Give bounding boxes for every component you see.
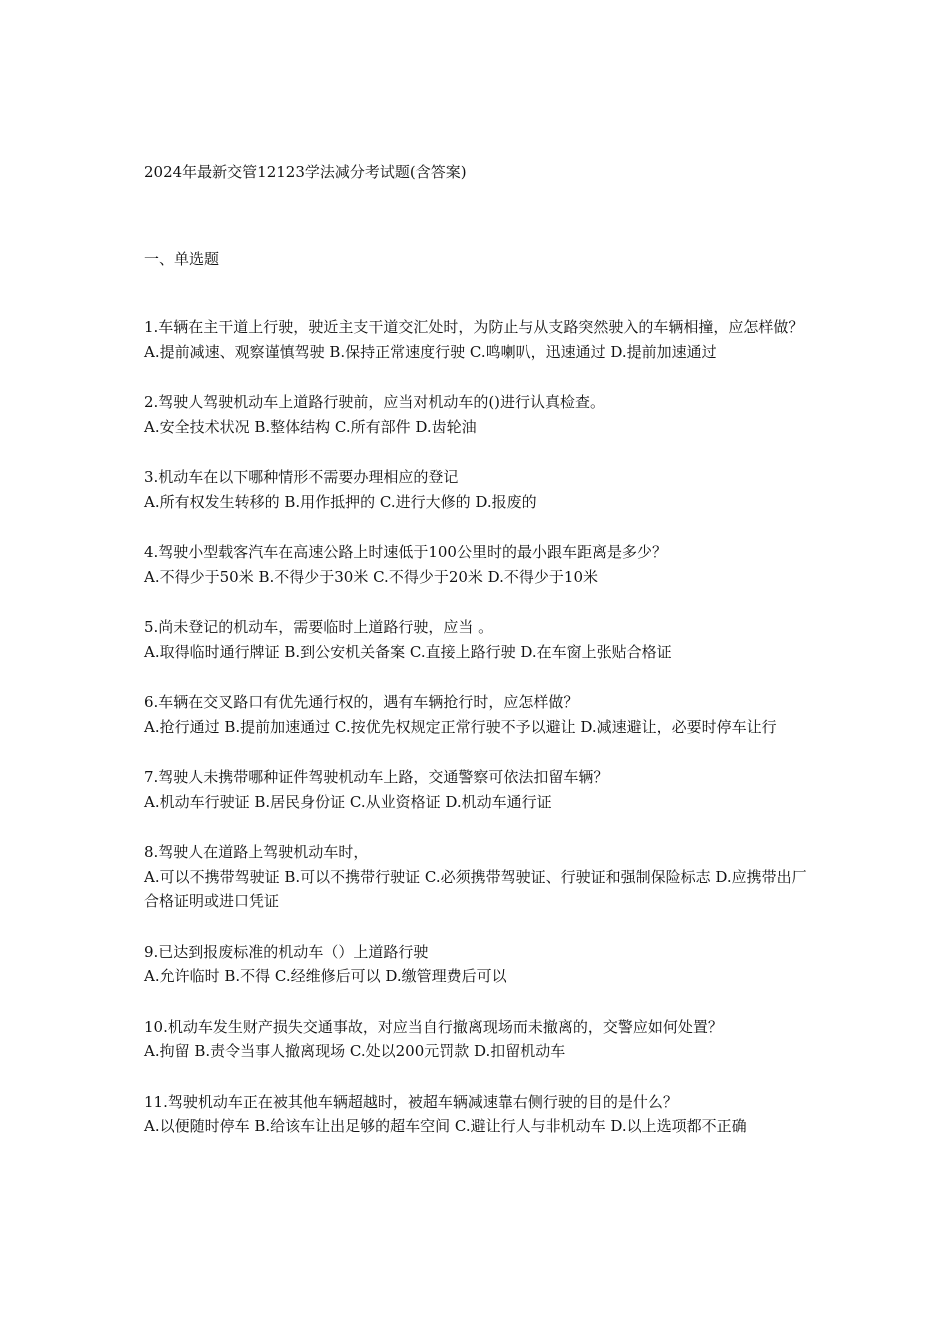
question-stem: 3.机动车在以下哪种情形不需要办理相应的登记	[144, 468, 459, 486]
question-options: A.安全技术状况 B.整体结构 C.所有部件 D.齿轮油	[144, 417, 477, 436]
question-stem: 7.驾驶人未携带哪种证件驾驶机动车上路，交通警察可依法扣留车辆？	[144, 768, 609, 786]
question-stem: 9.已达到报废标准的机动车（）上道路行驶	[144, 942, 429, 961]
document-title: 2024年最新交管12123学法减分考试题(含答案)	[144, 163, 467, 181]
question-stem: 10.机动车发生财产损失交通事故，对应当自行撤离现场而未撤离的，交警应如何处置？	[144, 1017, 723, 1036]
question-10	[144, 1015, 812, 1064]
question-9	[144, 940, 812, 989]
question-options: A.可以不携带驾驶证 B.可以不携带行驶证 C.必须携带驾驶证、行驶证和强制保险标志 D.应携带出厂合格证明或进口凭证	[144, 867, 807, 910]
question-stem: 8.驾驶人在道路上驾驶机动车时，	[144, 843, 369, 861]
question-4	[144, 540, 812, 589]
question-stem: 5.尚未登记的机动车，需要临时上道路行驶，应当 。	[144, 618, 494, 636]
question-options: A.抢行通过 B.提前加速通过 C.按优先权规定正常行驶不予以避让 D.减速避让，必要时停车让行	[144, 717, 777, 736]
question-1	[144, 315, 812, 364]
question-stem: 2.驾驶人驾驶机动车上道路行驶前，应当对机动车的()进行认真检查。	[144, 393, 606, 411]
question-11	[144, 1090, 812, 1139]
question-options: A.机动车行驶证 B.居民身份证 C.从业资格证 D.机动车通行证	[144, 792, 552, 811]
question-stem: 11.驾驶机动车正在被其他车辆超越时，被超车辆减速靠右侧行驶的目的是什么？	[144, 1092, 678, 1111]
question-options: A.取得临时通行牌证 B.到公安机关备案 C.直接上路行驶 D.在车窗上张贴合格证	[144, 642, 672, 661]
question-options: A.以便随时停车 B.给该车让出足够的超车空间 C.避让行人与非机动车 D.以上选项都不正确	[144, 1117, 747, 1135]
question-3	[144, 465, 812, 514]
question-options: A.不得少于50米 B.不得少于30米 C.不得少于20米 D.不得少于10米	[144, 567, 599, 586]
question-stem: 4.驾驶小型载客汽车在高速公路上时速低于100公里时的最小跟车距离是多少？	[144, 543, 667, 561]
question-5	[144, 615, 812, 664]
question-stem: 1.车辆在主干道上行驶，驶近主支干道交汇处时，为防止与从支路突然驶入的车辆相撞，应怎样做？	[144, 318, 804, 336]
question-6	[144, 690, 812, 739]
question-list	[144, 315, 812, 1165]
question-8	[144, 840, 812, 914]
question-7	[144, 765, 812, 814]
question-options: A.提前减速、观察谨慎驾驶 B.保持正常速度行驶 C.鸣喇叭，迅速通过 D.提前加速通过	[144, 342, 717, 361]
section-heading: 一、单选题	[144, 250, 220, 268]
question-options: A.允许临时 B.不得 C.经维修后可以 D.缴管理费后可以	[144, 967, 507, 985]
question-options: A.拘留 B.责令当事人撤离现场 C.处以200元罚款 D.扣留机动车	[144, 1042, 566, 1060]
question-2	[144, 390, 812, 439]
question-stem: 6.车辆在交叉路口有优先通行权的，遇有车辆抢行时，应怎样做？	[144, 693, 579, 711]
question-options: A.所有权发生转移的 B.用作抵押的 C.进行大修的 D.报废的	[144, 492, 537, 511]
